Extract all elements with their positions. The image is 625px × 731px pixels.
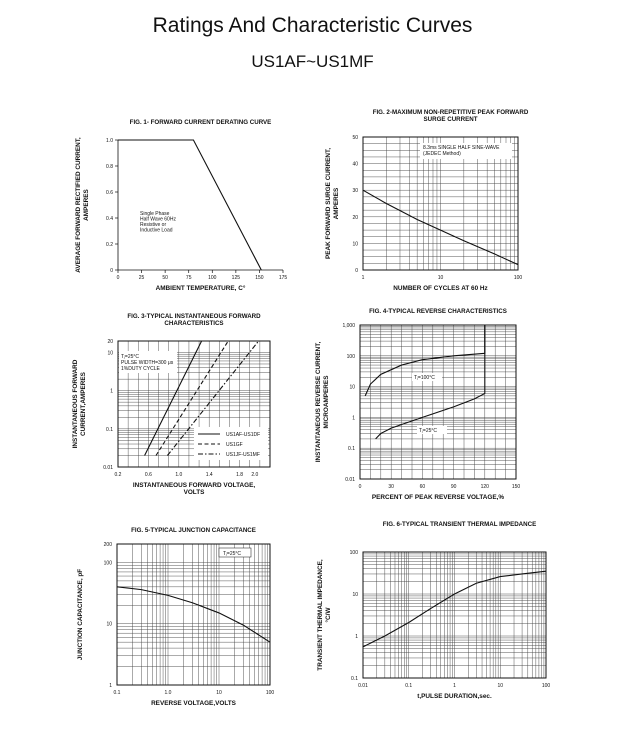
fig4-xtick-label: 150 xyxy=(511,484,521,490)
fig1-xtick-label: 175 xyxy=(278,275,288,281)
fig3-xtick-label: 2.0 xyxy=(251,472,259,478)
fig5-xtick-label: 0.1 xyxy=(113,690,121,696)
fig6-xtick-label: 100 xyxy=(541,683,551,689)
fig3-legend-label: US1JF-US1MF xyxy=(226,452,260,458)
fig6-xtick-label: 10 xyxy=(497,683,504,689)
fig2-chart xyxy=(325,109,529,292)
fig6-grid xyxy=(363,552,546,678)
fig1-xtick-label: 50 xyxy=(162,275,168,281)
fig3-xtick-label: 1.0 xyxy=(175,472,183,478)
fig3-note: Tⱼ=25°C xyxy=(121,354,140,360)
fig4-ylabel: INSTANTANEOUS REVERSE CURRENT, xyxy=(315,341,322,463)
fig4-title: FIG. 4-TYPICAL REVERSE CHARACTERISTICS xyxy=(369,308,507,315)
fig6-xtick-label: 1 xyxy=(453,683,456,689)
fig3-ytick-label: 0.1 xyxy=(106,426,113,433)
fig4-ytick-label: 100 xyxy=(346,353,355,360)
fig4-ytick-label: 1,000 xyxy=(342,323,355,329)
fig3-note: 1%DUTY CYCLE xyxy=(121,366,160,372)
fig1-note: Single Phase xyxy=(140,211,170,217)
fig3-xtick-label: 0.6 xyxy=(144,472,152,478)
fig3-legend-label: US1GF xyxy=(226,442,243,448)
fig3-xtick-label: 1.4 xyxy=(205,472,213,478)
fig1-ytick-label: 0.8 xyxy=(106,164,113,170)
fig1-xlabel: AMBIENT TEMPERATURE, C° xyxy=(155,285,246,292)
fig6-ytick-label: 10 xyxy=(352,592,358,598)
fig2-ytick-label: 20 xyxy=(352,214,358,221)
fig5-series-0 xyxy=(117,587,270,642)
fig5-xtick-label: 100 xyxy=(265,690,275,696)
fig1-ylabel: AMPERES xyxy=(83,189,90,221)
fig3-legend-label: US1AF-US1DF xyxy=(226,432,261,438)
fig1-chart xyxy=(75,119,287,292)
fig2-ytick-label: 0 xyxy=(355,268,358,274)
fig5-xtick-label: 1.0 xyxy=(164,690,172,696)
fig1-xtick-label: 100 xyxy=(208,275,217,281)
fig1-ytick-label: 0.2 xyxy=(106,242,113,248)
fig1-ylabel: AVERAGE FORWARD RECTIFIED CURRENT, xyxy=(75,137,82,273)
fig2-xtick-label: 100 xyxy=(513,275,523,281)
fig5-ylabel: JUNCTION CAPACITANCE, pF xyxy=(77,568,84,661)
fig1-series-0 xyxy=(118,140,261,270)
fig1-xtick-label: 0 xyxy=(116,275,120,281)
fig3-ytick-label: 10 xyxy=(107,350,113,357)
fig5-ytick-label: 200 xyxy=(103,542,112,548)
fig2-ylabel: PEAK FORWARD SURGE CURRENT, xyxy=(325,147,332,260)
fig3-xlabel: VOLTS xyxy=(183,489,205,496)
fig5-ytick-label: 1 xyxy=(109,683,112,689)
fig5-ytick-label: 10 xyxy=(106,621,112,628)
fig6-ytick-label: 0.1 xyxy=(351,676,358,682)
fig2-ylabel: AMPERES xyxy=(333,187,340,220)
fig2-note: 8.3ms SINGLE HALF SINE-WAVE xyxy=(423,145,500,151)
fig1-xtick-label: 75 xyxy=(185,275,192,281)
fig5-grid xyxy=(117,544,270,685)
fig1-xtick-label: 150 xyxy=(255,275,264,281)
fig6-xtick-label: 0.01 xyxy=(358,683,368,689)
fig3-xtick-label: 1.8 xyxy=(236,472,244,478)
fig3-ylabel: CURRENT,AMPERES xyxy=(80,372,87,436)
fig5-title: FIG. 5-TYPICAL JUNCTION CAPACITANCE xyxy=(131,527,256,534)
fig6-chart xyxy=(317,521,550,700)
fig2-title: FIG. 2-MAXIMUM NON-REPETITIVE PEAK FORWARD xyxy=(372,109,529,116)
fig4-xlabel: PERCENT OF PEAK REVERSE VOLTAGE,% xyxy=(371,494,505,501)
fig1-note: Half Wave 60Hz xyxy=(140,216,176,223)
fig6-xlabel: t,PULSE DURATION,sec. xyxy=(417,693,492,700)
fig4-ytick-label: 0.1 xyxy=(348,446,355,453)
fig4-ytick-label: 0.01 xyxy=(345,477,355,483)
fig6-xtick-label: 0.1 xyxy=(405,683,413,689)
fig4-ylabel: MICROAMPERES xyxy=(323,375,330,429)
fig4-xtick-label: 30 xyxy=(388,484,394,490)
fig3-ytick-label: 0.01 xyxy=(103,465,113,471)
fig5-xlabel: REVERSE VOLTAGE,VOLTS xyxy=(151,700,236,707)
fig1-xtick-label: 125 xyxy=(231,275,241,281)
fig4-xtick-label: 120 xyxy=(480,484,489,490)
fig3-ylabel: INSTANTANEOUS FORWARD xyxy=(72,359,79,449)
fig1-note: Resistive or xyxy=(140,222,167,228)
fig6-ytick-label: 100 xyxy=(349,550,358,556)
fig2-ytick-label: 50 xyxy=(352,135,358,141)
fig2-title: SURGE CURRENT xyxy=(423,116,478,123)
fig4-xtick-label: 0 xyxy=(358,484,362,490)
fig1-ytick-label: 0 xyxy=(110,268,113,274)
fig3-title: CHARACTERISTICS xyxy=(164,320,224,327)
fig4-xtick-label: 90 xyxy=(450,484,457,490)
fig3-chart xyxy=(72,313,270,496)
fig4-grid xyxy=(360,325,516,479)
fig1-note: Inductive Load xyxy=(140,227,173,234)
fig1-title: FIG. 1- FORWARD CURRENT DERATING CURVE xyxy=(129,119,272,126)
fig4-series-1 xyxy=(376,325,485,439)
fig5-xtick-label: 10 xyxy=(216,690,222,696)
fig1-ytick-label: 1.0 xyxy=(106,138,113,144)
fig2-xtick-label: 10 xyxy=(437,275,444,281)
fig2-ytick-label: 10 xyxy=(352,241,358,248)
fig3-xlabel: INSTANTANEOUS FORWARD VOLTAGE, xyxy=(132,482,256,489)
fig3-title: FIG. 3-TYPICAL INSTANTANEOUS FORWARD xyxy=(127,313,261,320)
page-subtitle: US1AF~US1MF xyxy=(251,52,374,71)
fig4-label-25: Tⱼ=25°C xyxy=(419,428,438,434)
fig2-xtick-label: 1 xyxy=(361,275,365,281)
fig6-title: FIG. 6-TYPICAL TRANSIENT THERMAL IMPEDANCE xyxy=(382,521,537,528)
fig4-frame xyxy=(360,325,516,479)
fig6-ytick-label: 1 xyxy=(355,634,358,640)
fig1-ytick-label: 0.4 xyxy=(106,216,113,222)
fig5-label: Tⱼ=25°C xyxy=(223,551,242,557)
fig2-ytick-label: 30 xyxy=(352,188,358,195)
fig3-ytick-label: 20 xyxy=(107,339,113,345)
fig4-chart xyxy=(315,308,520,501)
fig6-ylabel: TRANSIENT THERMAL IMPEDANCE, xyxy=(317,559,324,671)
fig4-ytick-label: 1 xyxy=(352,415,355,422)
page-title: Ratings And Characteristic Curves xyxy=(152,14,473,37)
fig3-xtick-label: 0.2 xyxy=(114,472,122,478)
fig4-xtick-label: 60 xyxy=(419,484,426,490)
fig1-xtick-label: 25 xyxy=(138,275,145,281)
fig2-ytick-label: 40 xyxy=(352,161,358,168)
fig1-ytick-label: 0.6 xyxy=(106,190,113,196)
fig3-ytick-label: 1 xyxy=(110,388,113,395)
fig2-note: (JEDEC Method) xyxy=(423,151,461,157)
fig6-ylabel: °C/W xyxy=(325,607,332,623)
fig5-ytick-label: 100 xyxy=(103,560,112,567)
fig2-xlabel: NUMBER OF CYCLES AT 60 Hz xyxy=(393,285,488,292)
fig4-label-100: Tⱼ=100°C xyxy=(414,375,435,381)
fig4-ytick-label: 10 xyxy=(349,384,355,391)
fig3-note: PULSE WIDTH=300 μs xyxy=(121,360,174,366)
